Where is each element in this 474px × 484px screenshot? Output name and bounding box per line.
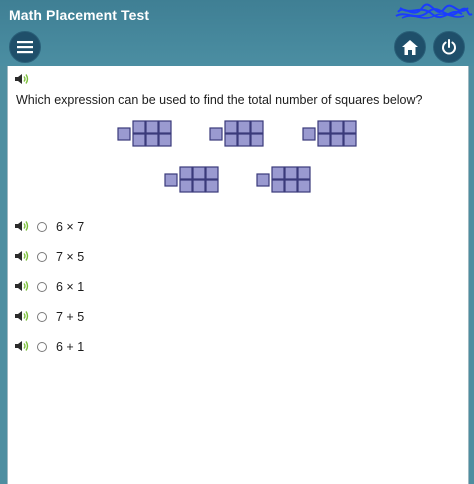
unit-square xyxy=(285,167,297,179)
unit-square xyxy=(272,180,284,192)
answer-option[interactable] xyxy=(8,248,308,268)
answer-option[interactable] xyxy=(8,338,308,358)
unit-square xyxy=(225,134,237,146)
home-button[interactable] xyxy=(394,31,426,63)
unit-square xyxy=(303,128,315,140)
square-group xyxy=(165,167,218,192)
unit-square xyxy=(331,121,343,133)
speaker-icon[interactable] xyxy=(15,310,29,322)
option-label: 7 + 5 xyxy=(56,310,85,324)
unit-square xyxy=(206,167,218,179)
unit-square xyxy=(146,134,158,146)
square-group xyxy=(210,121,263,146)
unit-square xyxy=(344,134,356,146)
redaction-scribble xyxy=(392,0,474,26)
unit-square xyxy=(285,180,297,192)
unit-square xyxy=(238,134,250,146)
square-group xyxy=(257,167,310,192)
menu-button[interactable] xyxy=(9,31,41,63)
unit-square xyxy=(159,134,171,146)
unit-square xyxy=(133,134,145,146)
home-icon xyxy=(402,40,418,55)
unit-square xyxy=(193,180,205,192)
hamburger-menu-icon xyxy=(17,40,33,54)
square-group xyxy=(118,121,171,146)
unit-square xyxy=(180,180,192,192)
unit-square xyxy=(251,134,263,146)
unit-square xyxy=(344,121,356,133)
option-radio[interactable] xyxy=(37,282,47,292)
unit-square xyxy=(257,174,269,186)
square-group xyxy=(303,121,356,146)
option-radio[interactable] xyxy=(37,252,47,262)
option-label: 6 × 7 xyxy=(56,220,85,234)
unit-square xyxy=(318,134,330,146)
unit-square xyxy=(159,121,171,133)
unit-square xyxy=(193,167,205,179)
option-label: 6 × 1 xyxy=(56,280,85,294)
answer-option[interactable] xyxy=(8,278,308,298)
unit-square xyxy=(225,121,237,133)
option-radio[interactable] xyxy=(37,312,47,322)
unit-square xyxy=(118,128,130,140)
speaker-icon[interactable] xyxy=(15,280,29,292)
option-radio[interactable] xyxy=(37,222,47,232)
option-label: 7 × 5 xyxy=(56,250,85,264)
unit-square xyxy=(238,121,250,133)
unit-square xyxy=(180,167,192,179)
answer-option[interactable] xyxy=(8,308,308,328)
power-icon xyxy=(441,39,457,55)
logout-button[interactable] xyxy=(433,31,465,63)
option-label: 6 + 1 xyxy=(56,340,85,354)
unit-square xyxy=(251,121,263,133)
unit-square xyxy=(318,121,330,133)
app-header xyxy=(0,0,474,66)
question-panel xyxy=(7,66,469,484)
app-title: Math Placement Test xyxy=(9,7,150,23)
answer-option[interactable] xyxy=(8,218,308,238)
speaker-icon[interactable] xyxy=(15,220,29,232)
unit-square xyxy=(133,121,145,133)
option-radio[interactable] xyxy=(37,342,47,352)
unit-square xyxy=(331,134,343,146)
unit-square xyxy=(298,180,310,192)
unit-square xyxy=(146,121,158,133)
unit-square xyxy=(272,167,284,179)
question-text: Which expression can be used to find the total number of squares below? xyxy=(16,93,423,107)
speaker-icon[interactable] xyxy=(15,250,29,262)
unit-square xyxy=(165,174,177,186)
speaker-icon[interactable] xyxy=(15,340,29,352)
unit-square xyxy=(206,180,218,192)
speaker-icon[interactable] xyxy=(15,73,29,85)
unit-square xyxy=(210,128,222,140)
unit-square xyxy=(298,167,310,179)
